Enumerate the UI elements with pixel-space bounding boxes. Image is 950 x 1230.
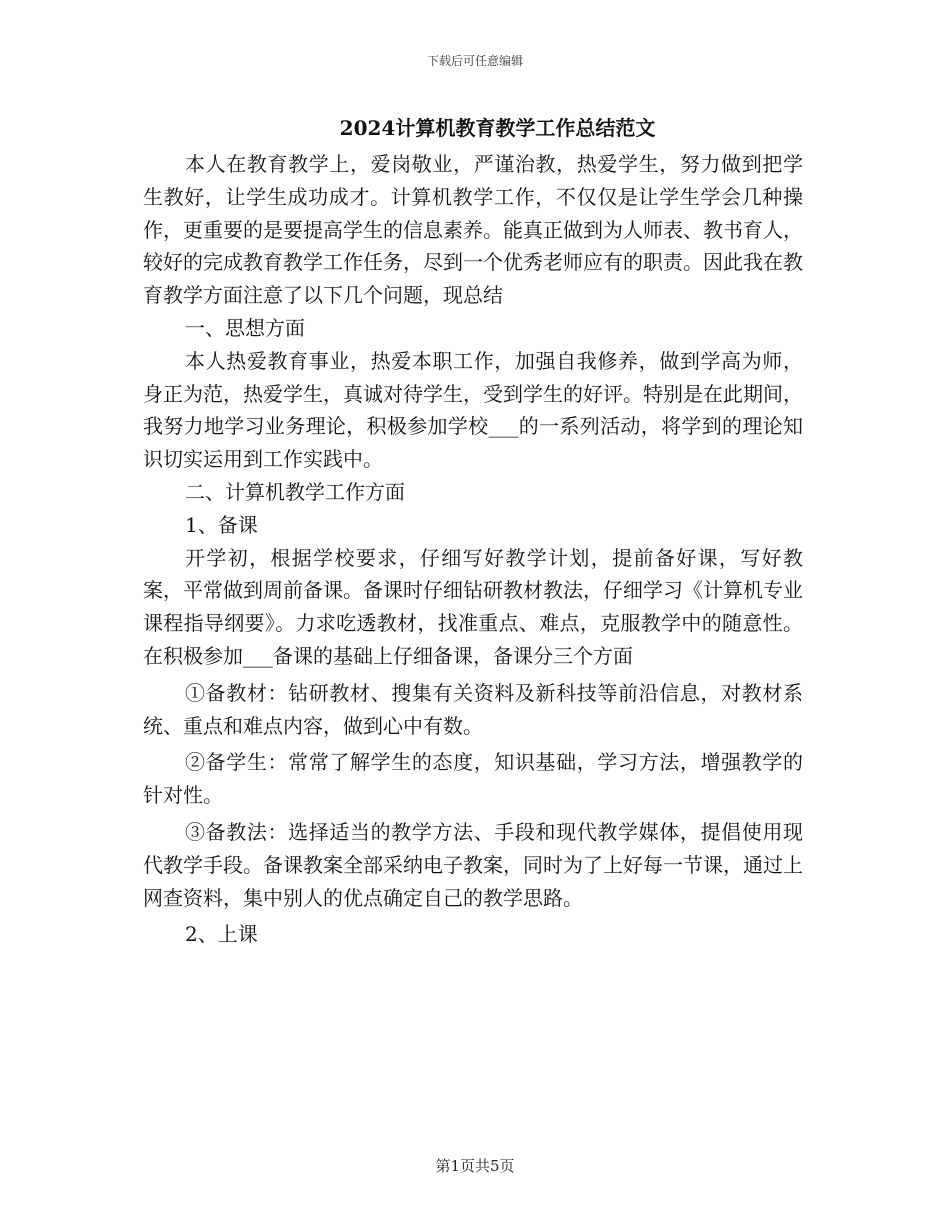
page-header-note: 下载后可任意编辑 xyxy=(426,54,523,68)
document-title: 2024计算机教育教学工作总结范文 xyxy=(339,116,656,140)
list-item-methods: ③备教法：选择适当的教学方法、手段和现代教学媒体，提倡使用现代教学手段。备课教案全部采纳电子教案，同时为了上好每一节课，通过上网查资料，集中别人的优点确定自己的教学思路。 xyxy=(143,819,803,910)
document-body xyxy=(143,148,803,951)
heading-teaching-work: 二、计算机教学工作方面 xyxy=(185,479,405,504)
paragraph-intro: 本人在教育教学上，爱岗敬业，严谨治教，热爱学生，努力做到把学生教好，让学生成功成才。计算机教学工作，不仅仅是让学生学会几种操作，更重要的是要提高学生的信息素养。能真正做到为人师表、教书育人，较好的完成教育教学工作任务，尽到一个优秀老师应有的职责。因此我在教育教学方面注意了以下几个问题，现总结 xyxy=(143,152,803,308)
list-item-textbook: ①备教材：钻研教材、搜集有关资料及新科技等前沿信息，对教材系统、重点和难点内容，做到心中有数。 xyxy=(143,680,803,738)
paragraph-lesson-prep: 开学初，根据学校要求，仔细写好教学计划，提前备好课，写好教案，平常做到周前备课。备课时仔细钻研教材教法，仔细学习《计算机专业课程指导纲要》。力求吃透教材，找准重点、难点，克服教学中的随意性。在积极参加___备课的基础上仔细备课，备课分三个方面 xyxy=(143,545,803,668)
heading-lesson-prep: 1、备课 xyxy=(185,512,258,537)
heading-ideology: 一、思想方面 xyxy=(185,315,305,340)
list-item-students: ②备学生：常常了解学生的态度，知识基础，学习方法，增强教学的针对性。 xyxy=(143,750,803,808)
heading-class: 2、上课 xyxy=(185,922,258,947)
page-number: 第1页共5页 xyxy=(435,1157,515,1175)
paragraph-ideology: 本人热爱教育事业，热爱本职工作，加强自我修养，做到学高为师，身正为范，热爱学生，真诚对待学生，受到学生的好评。特别是在此期间，我努力地学习业务理论，积极参加学校___的一系列活动，将学到的理论知识切实运用到工作实践中。 xyxy=(143,348,803,472)
